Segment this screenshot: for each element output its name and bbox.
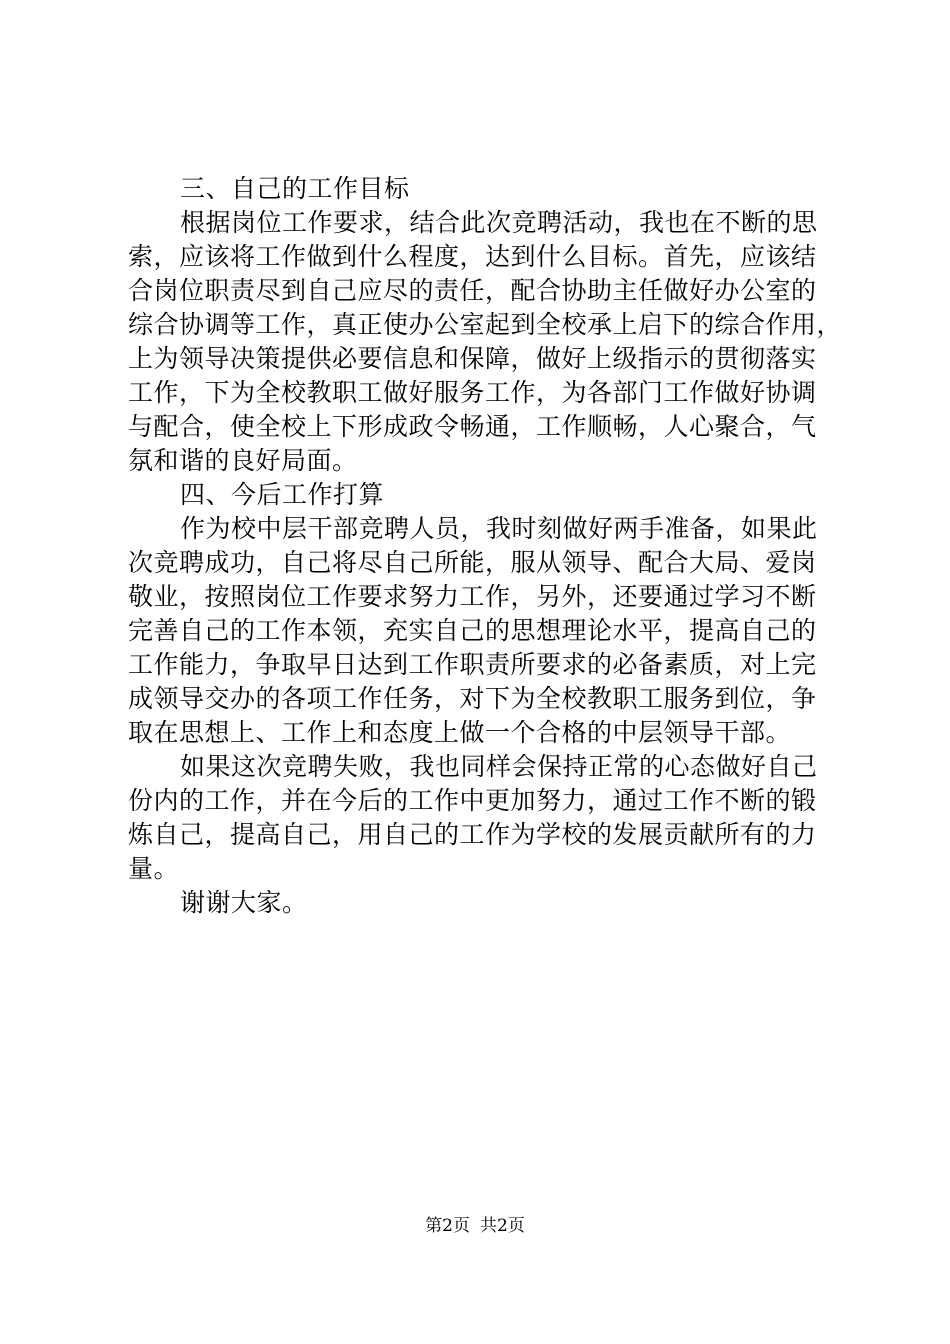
paragraph-line: 综合协调等工作，真正使办公室起到全校承上启下的综合作用， <box>128 310 843 339</box>
paragraph-line: 合岗位职责尽到自己应尽的责任，配合协助主任做好办公室的 <box>128 276 817 305</box>
paragraph-line: 炼自己，提高自己，用自己的工作为学校的发展贡献所有的力 <box>128 820 817 849</box>
section-heading-plans: 四、今后工作打算 <box>180 480 385 509</box>
paragraph-line: 敬业，按照岗位工作要求努力工作，另外，还要通过学习不断 <box>128 582 817 611</box>
page-number-total: 共2页 <box>480 1216 525 1236</box>
paragraph-line: 根据岗位工作要求，结合此次竞聘活动，我也在不断的思 <box>180 208 818 237</box>
paragraph-line: 索，应该将工作做到什么程度，达到什么目标。首先，应该结 <box>128 242 817 271</box>
paragraph-line: 取在思想上、工作上和态度上做一个合格的中层领导干部。 <box>128 718 792 747</box>
paragraph-line: 份内的工作，并在今后的工作中更加努力，通过工作不断的锻 <box>128 786 817 815</box>
paragraph-line: 如果这次竞聘失败，我也同样会保持正常的心态做好自己 <box>180 752 818 781</box>
paragraph-line: 成领导交办的各项工作任务，对下为全校教职工服务到位，争 <box>128 684 817 713</box>
paragraph-line: 工作，下为全校教职工做好服务工作，为各部门工作做好协调 <box>128 378 817 407</box>
section-heading-goals: 三、自己的工作目标 <box>180 174 410 203</box>
page-footer <box>0 1214 950 1238</box>
paragraph-line: 次竞聘成功，自己将尽自己所能，服从领导、配合大局、爱岗 <box>128 548 817 577</box>
paragraph-line: 与配合，使全校上下形成政令畅通，工作顺畅，人心聚合，气 <box>128 412 817 441</box>
page-number-current: 第2页 <box>425 1216 470 1236</box>
paragraph-line: 氛和谐的良好局面。 <box>128 446 358 475</box>
closing-line: 谢谢大家。 <box>180 888 308 917</box>
paragraph-line: 作为校中层干部竞聘人员，我时刻做好两手准备，如果此 <box>180 514 818 543</box>
paragraph-line: 完善自己的工作本领，充实自己的思想理论水平，提高自己的 <box>128 616 817 645</box>
paragraph-line: 量。 <box>128 854 180 883</box>
document-body <box>128 172 843 920</box>
paragraph-line: 上为领导决策提供必要信息和保障，做好上级指示的贯彻落实 <box>128 344 817 373</box>
paragraph-line: 工作能力，争取早日达到工作职责所要求的必备素质，对上完 <box>128 650 817 679</box>
